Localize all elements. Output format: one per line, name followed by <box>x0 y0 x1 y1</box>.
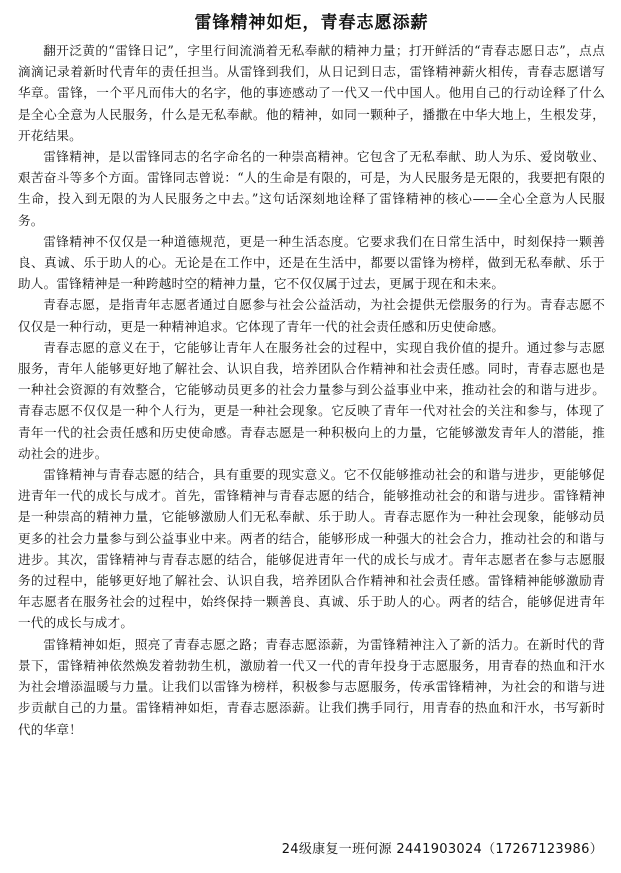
paragraph-4: 青春志愿，是指青年志愿者通过自愿参与社会公益活动，为社会提供无偿服务的行为。青春志愿不仅仅是一种行动，更是一种精神追求。它体现了青年一代的社会责任感和历史使命感。 <box>18 297 605 334</box>
document-title: 雷锋精神如炬，青春志愿添薪 <box>194 13 429 33</box>
author-signature: 24级康复一班何源 2441903024（17267123986） <box>281 842 603 857</box>
paragraph-6: 雷锋精神与青春志愿的结合，具有重要的现实意义。它不仅能够推动社会的和谐与进步，更能够促进青年一代的成长与成才。首先，雷锋精神与青春志愿的结合，能够推动社会的和谐与进步。雷锋精神是一种崇高的精神力量，它能够激励人们无私奉献、乐于助人。青春志愿作为一种社会现象，能够动员更多的社会力量参与到公益事业中来。两者的结合，能够形成一种强大的社会合力，推动社会的和谐与进步。其次，雷锋精神与青春志愿的结合，能够促进青年一代的成长与成才。青年志愿者在参与志愿服务的过程中，能够更好地了解社会、认识自我，培养团队合作精神和社会责任感。雷锋精神能够激励青年志愿者在服务社会的过程中，始终保持一颗善良、真诚、乐于助人的心。两者的结合，能够促进青年一代的成长与成才。 <box>18 467 605 631</box>
paragraph-3: 雷锋精神不仅仅是一种道德规范，更是一种生活态度。它要求我们在日常生活中，时刻保持一颗善良、真诚、乐于助人的心。无论是在工作中，还是在生活中，都要以雷锋为榜样，做到无私奉献、乐于助人。雷锋精神是一种跨越时空的精神力量，它不仅仅属于过去，更属于现在和未来。 <box>18 233 605 292</box>
paragraph-1: 翻开泛黄的“雷锋日记”，字里行间流淌着无私奉献的精神力量；打开鲜活的“青春志愿日志”，点点滴滴记录着新时代青年的责任担当。从雷锋到我们，从日记到日志，雷锋精神薪火相传，青春志愿谱写华章。雷锋，一个平凡而伟大的名字，他的事迹感动了一代又一代中国人。他用自己的行动诠释了什么是全心全意为人民服务，什么是无私奉献。他的精神，如同一颗种子，播撒在中华大地上，生根发芽，开花结果。 <box>18 43 605 143</box>
paragraph-5: 青春志愿的意义在于，它能够让青年人在服务社会的过程中，实现自我价值的提升。通过参与志愿服务，青年人能够更好地了解社会、认识自我，培养团队合作精神和社会责任感。同时，青春志愿也是一种社会资源的有效整合，它能够动员更多的社会力量参与到公益事业中来，推动社会的和谐与进步。青春志愿不仅仅是一种个人行为，更是一种社会现象。它反映了青年一代对社会的关注和参与，体现了青年一代的社会责任感和历史使命感。青春志愿是一种积极向上的力量，它能够激发青年人的潜能，推动社会的进步。 <box>18 339 605 461</box>
paragraph-7: 雷锋精神如炬，照亮了青春志愿之路；青春志愿添薪，为雷锋精神注入了新的活力。在新时代的背景下，雷锋精神依然焕发着勃勃生机，激励着一代又一代的青年投身于志愿服务，用青春的热血和汗水为社会增添温暖与力量。让我们以雷锋为榜样，积极参与志愿服务，传承雷锋精神，为社会的和谐与进步贡献自己的力量。雷锋精神如炬，青春志愿添薪。让我们携手同行，用青春的热血和汗水，书写新时代的华章！ <box>18 636 605 737</box>
paragraph-2: 雷锋精神，是以雷锋同志的名字命名的一种崇高精神。它包含了无私奉献、助人为乐、爱岗敬业、艰苦奋斗等多个方面。雷锋同志曾说：“人的生命是有限的，可是，为人民服务是无限的，我要把有限的生命，投入到无限的为人民服务之中去。”这句话深刻地诠释了雷锋精神的核心——全心全意为人民服务。 <box>18 149 605 228</box>
